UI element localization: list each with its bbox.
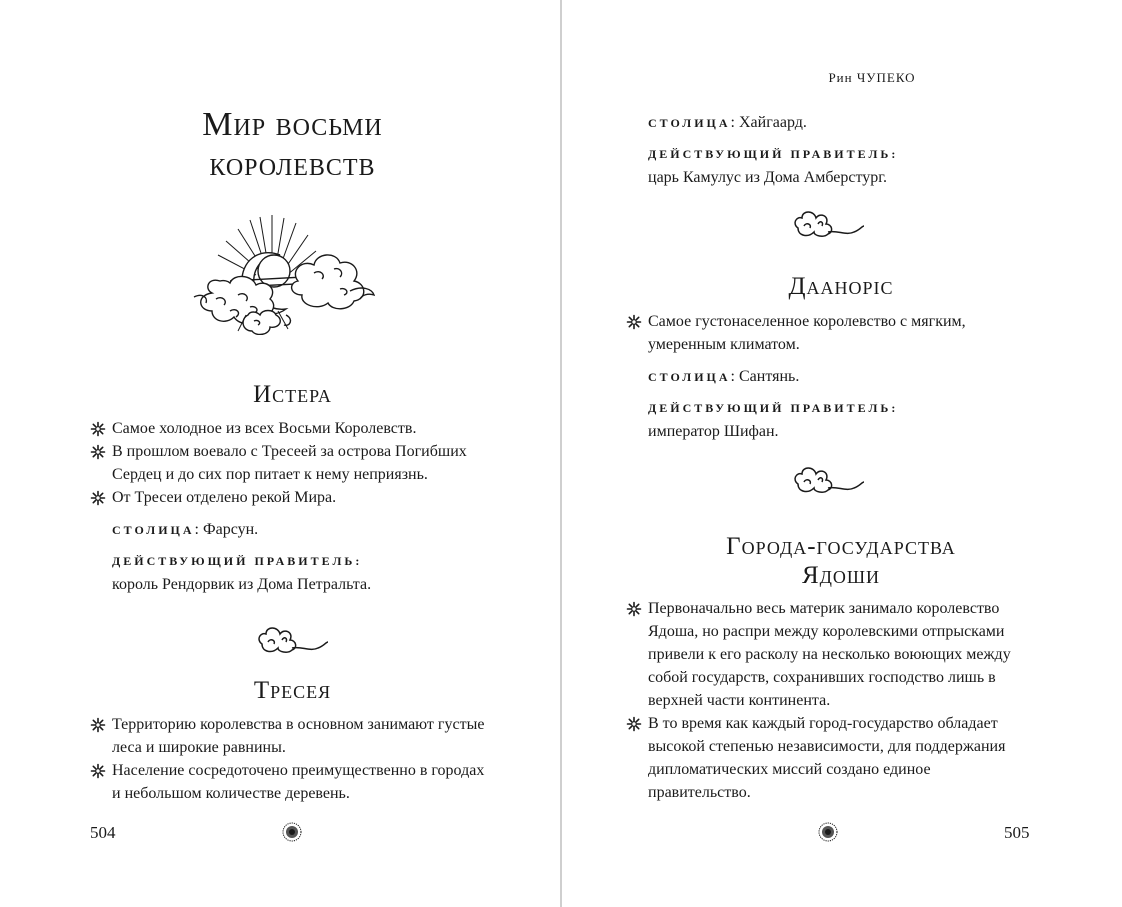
yadoshi-bullet-list xyxy=(626,597,1031,804)
istera-bullet-list xyxy=(90,417,495,509)
section-title-treseya: Тресея xyxy=(253,677,332,704)
capital-label: СТОЛИЦА xyxy=(648,370,731,384)
chapter-title-line2: королевств xyxy=(209,146,376,183)
ruler-value: император Шифан. xyxy=(648,423,779,440)
flower-bullet-icon xyxy=(90,444,106,460)
cloud-divider-icon xyxy=(790,206,866,240)
left-page xyxy=(0,0,560,907)
list-item: Население сосредоточено преимущественно в городах и небольшом количестве деревень. xyxy=(90,759,495,805)
flower-bullet-icon xyxy=(626,314,642,330)
rosette-ornament-icon xyxy=(818,822,838,842)
cont-capital: СТОЛИЦА: Хайгаард. xyxy=(648,114,807,131)
list-item: Первоначально весь материк занимало королевство Ядоша, но распри между королевскими отпрысками привели к его расколу на несколько воюющих между собой государств, сохранивших господство лишь в верхней части континента. xyxy=(626,597,1031,712)
cont-ruler xyxy=(648,143,1048,189)
rosette-ornament-icon xyxy=(282,822,302,842)
ruler-label: ДЕЙСТВУЮЩИЙ ПРАВИТЕЛЬ: xyxy=(112,554,363,568)
flower-bullet-icon xyxy=(90,421,106,437)
cloud-divider-icon xyxy=(254,622,330,656)
ruler-label: ДЕЙСТВУЮЩИЙ ПРАВИТЕЛЬ: xyxy=(648,401,899,415)
flower-bullet-icon xyxy=(626,716,642,732)
page-number-right: 505 xyxy=(1004,823,1030,842)
chapter-title-line1: Мир восьми xyxy=(202,106,383,143)
capital-value: Фарсун. xyxy=(202,521,259,538)
list-item: Самое густонаселенное королевство с мягким, умеренным климатом. xyxy=(626,310,1031,356)
capital-label: СТОЛИЦА xyxy=(112,523,195,537)
section-title-yadoshi-line1: Города-государства xyxy=(726,533,956,560)
ruler-value: царь Камулус из Дома Амберстург. xyxy=(648,169,887,186)
list-item: В прошлом воевало с Тресеей за острова Погибших Сердец и до сих пор питает к нему неприязнь. xyxy=(90,440,495,486)
istera-ruler xyxy=(112,550,492,596)
section-title-istera: Истера xyxy=(253,381,332,408)
flower-bullet-icon xyxy=(626,601,642,617)
capital-value: Хайгаард. xyxy=(738,114,807,131)
running-head: Рин ЧУПЕКО xyxy=(828,70,916,85)
cloud-divider-icon xyxy=(790,462,866,496)
daanoris-capital: СТОЛИЦА: Сантянь. xyxy=(648,368,800,385)
ruler-label: ДЕЙСТВУЮЩИЙ ПРАВИТЕЛЬ: xyxy=(648,147,899,161)
daanoris-bullet-list xyxy=(626,310,1031,356)
list-item: Самое холодное из всех Восьми Королевств. xyxy=(90,417,495,440)
right-page xyxy=(562,0,1122,907)
treseya-bullet-list xyxy=(90,713,495,805)
list-item: От Тресеи отделено рекой Мира. xyxy=(90,486,495,509)
section-title-yadoshi-line2: Ядоши xyxy=(801,562,881,589)
flower-bullet-icon xyxy=(90,717,106,733)
flower-bullet-icon xyxy=(90,490,106,506)
sun-clouds-illustration-icon xyxy=(190,215,376,335)
istera-capital: СТОЛИЦА: Фарсун. xyxy=(112,521,259,538)
flower-bullet-icon xyxy=(90,763,106,779)
page-number-left: 504 xyxy=(90,823,116,842)
list-item: В то время как каждый город-государство обладает высокой степенью независимости, для поддержания дипломатических миссий создано единое правительство. xyxy=(626,712,1031,804)
section-title-daanoris: Дааноріс xyxy=(788,273,894,300)
capital-value: Сантянь. xyxy=(738,368,800,385)
daanoris-ruler xyxy=(648,397,1048,443)
list-item: Территорию королевства в основном занимают густые леса и широкие равнины. xyxy=(90,713,495,759)
ruler-value: король Рендорвик из Дома Петральта. xyxy=(112,576,372,593)
capital-label: СТОЛИЦА xyxy=(648,116,731,130)
